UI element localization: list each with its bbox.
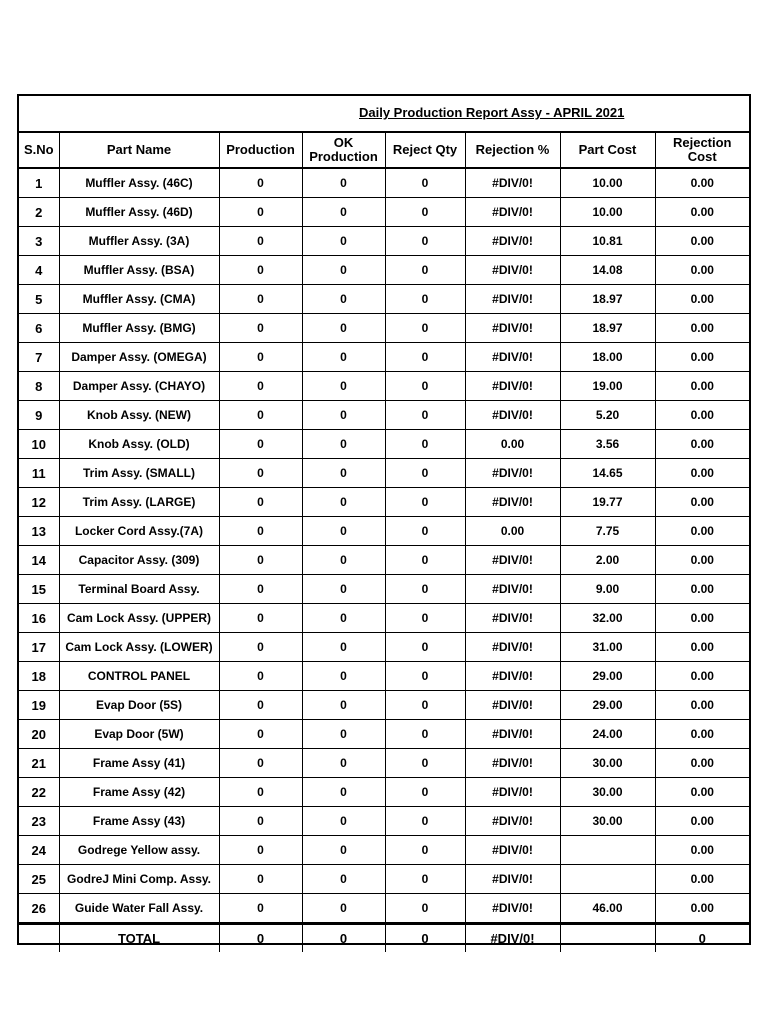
total-part-cost xyxy=(560,924,655,953)
table-row xyxy=(19,662,749,691)
total-sno-cell xyxy=(19,924,59,953)
cell-reject-qty: 0 xyxy=(385,604,465,633)
cell-ok-production: 0 xyxy=(302,720,385,749)
cell-rejection-pct: #DIV/0! xyxy=(465,662,560,691)
cell-ok-production: 0 xyxy=(302,227,385,256)
cell-production: 0 xyxy=(219,546,302,575)
cell-part-cost: 14.08 xyxy=(560,256,655,285)
table-row xyxy=(19,894,749,924)
cell-reject-qty: 0 xyxy=(385,894,465,924)
cell-part-name: Locker Cord Assy.(7A) xyxy=(59,517,219,546)
cell-rejection-cost: 0.00 xyxy=(655,575,749,604)
cell-ok-production: 0 xyxy=(302,836,385,865)
cell-rejection-pct: #DIV/0! xyxy=(465,894,560,924)
col-header-rejection-cost-line2: Cost xyxy=(687,149,717,164)
cell-rejection-pct: #DIV/0! xyxy=(465,546,560,575)
cell-reject-qty: 0 xyxy=(385,314,465,343)
cell-part-cost: 31.00 xyxy=(560,633,655,662)
cell-reject-qty: 0 xyxy=(385,633,465,662)
table-row xyxy=(19,314,749,343)
cell-part-cost: 19.77 xyxy=(560,488,655,517)
cell-sno: 11 xyxy=(19,459,59,488)
cell-sno: 13 xyxy=(19,517,59,546)
table-row xyxy=(19,865,749,894)
cell-part-name: CONTROL PANEL xyxy=(59,662,219,691)
cell-ok-production: 0 xyxy=(302,749,385,778)
cell-part-name: Muffler Assy. (BMG) xyxy=(59,314,219,343)
col-header-rejection-cost xyxy=(655,133,749,168)
cell-rejection-cost: 0.00 xyxy=(655,894,749,924)
cell-part-cost: 10.00 xyxy=(560,168,655,198)
cell-rejection-cost: 0.00 xyxy=(655,372,749,401)
cell-part-name: Damper Assy. (CHAYO) xyxy=(59,372,219,401)
col-header-ok-production-line2: Production xyxy=(309,149,378,164)
cell-rejection-cost: 0.00 xyxy=(655,691,749,720)
cell-ok-production: 0 xyxy=(302,372,385,401)
cell-production: 0 xyxy=(219,227,302,256)
cell-sno: 21 xyxy=(19,749,59,778)
cell-production: 0 xyxy=(219,168,302,198)
cell-ok-production: 0 xyxy=(302,285,385,314)
cell-reject-qty: 0 xyxy=(385,517,465,546)
cell-rejection-cost: 0.00 xyxy=(655,285,749,314)
cell-reject-qty: 0 xyxy=(385,488,465,517)
cell-part-cost: 30.00 xyxy=(560,778,655,807)
cell-part-cost: 32.00 xyxy=(560,604,655,633)
cell-part-cost: 2.00 xyxy=(560,546,655,575)
cell-rejection-cost: 0.00 xyxy=(655,401,749,430)
cell-sno: 4 xyxy=(19,256,59,285)
cell-sno: 23 xyxy=(19,807,59,836)
cell-rejection-pct: #DIV/0! xyxy=(465,488,560,517)
cell-part-cost: 30.00 xyxy=(560,807,655,836)
cell-reject-qty: 0 xyxy=(385,168,465,198)
cell-rejection-pct: #DIV/0! xyxy=(465,691,560,720)
table-row xyxy=(19,749,749,778)
cell-rejection-cost: 0.00 xyxy=(655,778,749,807)
cell-part-cost: 29.00 xyxy=(560,662,655,691)
cell-sno: 25 xyxy=(19,865,59,894)
cell-rejection-cost: 0.00 xyxy=(655,807,749,836)
cell-part-cost: 14.65 xyxy=(560,459,655,488)
cell-sno: 14 xyxy=(19,546,59,575)
table-row xyxy=(19,604,749,633)
table-row xyxy=(19,459,749,488)
cell-production: 0 xyxy=(219,836,302,865)
cell-part-name: Cam Lock Assy. (UPPER) xyxy=(59,604,219,633)
cell-sno: 6 xyxy=(19,314,59,343)
cell-reject-qty: 0 xyxy=(385,343,465,372)
cell-production: 0 xyxy=(219,198,302,227)
cell-ok-production: 0 xyxy=(302,894,385,924)
cell-sno: 8 xyxy=(19,372,59,401)
cell-production: 0 xyxy=(219,807,302,836)
cell-ok-production: 0 xyxy=(302,662,385,691)
cell-ok-production: 0 xyxy=(302,168,385,198)
cell-part-cost: 10.81 xyxy=(560,227,655,256)
cell-rejection-pct: 0.00 xyxy=(465,517,560,546)
cell-part-cost: 30.00 xyxy=(560,749,655,778)
cell-production: 0 xyxy=(219,256,302,285)
cell-rejection-cost: 0.00 xyxy=(655,633,749,662)
cell-ok-production: 0 xyxy=(302,256,385,285)
cell-part-name: GodreJ Mini Comp. Assy. xyxy=(59,865,219,894)
cell-part-cost: 7.75 xyxy=(560,517,655,546)
cell-ok-production: 0 xyxy=(302,807,385,836)
cell-rejection-cost: 0.00 xyxy=(655,662,749,691)
cell-part-name: Capacitor Assy. (309) xyxy=(59,546,219,575)
cell-part-cost: 18.97 xyxy=(560,285,655,314)
cell-reject-qty: 0 xyxy=(385,575,465,604)
cell-sno: 18 xyxy=(19,662,59,691)
cell-part-name: Evap Door (5W) xyxy=(59,720,219,749)
cell-ok-production: 0 xyxy=(302,778,385,807)
col-header-production: Production xyxy=(219,133,302,168)
cell-reject-qty: 0 xyxy=(385,256,465,285)
cell-ok-production: 0 xyxy=(302,488,385,517)
cell-part-cost: 5.20 xyxy=(560,401,655,430)
cell-production: 0 xyxy=(219,894,302,924)
table-row xyxy=(19,836,749,865)
title-row xyxy=(19,96,749,133)
col-header-rejection-cost-line1: Rejection xyxy=(672,135,732,150)
cell-rejection-pct: #DIV/0! xyxy=(465,372,560,401)
cell-sno: 26 xyxy=(19,894,59,924)
col-header-reject-qty: Reject Qty xyxy=(385,133,465,168)
cell-rejection-pct: #DIV/0! xyxy=(465,749,560,778)
cell-sno: 2 xyxy=(19,198,59,227)
cell-sno: 24 xyxy=(19,836,59,865)
cell-reject-qty: 0 xyxy=(385,836,465,865)
cell-rejection-pct: #DIV/0! xyxy=(465,575,560,604)
cell-rejection-cost: 0.00 xyxy=(655,198,749,227)
report-sheet xyxy=(17,94,751,945)
cell-sno: 9 xyxy=(19,401,59,430)
table-row xyxy=(19,401,749,430)
cell-rejection-cost: 0.00 xyxy=(655,314,749,343)
cell-part-cost xyxy=(560,836,655,865)
cell-ok-production: 0 xyxy=(302,604,385,633)
cell-rejection-pct: #DIV/0! xyxy=(465,198,560,227)
cell-production: 0 xyxy=(219,517,302,546)
cell-rejection-pct: #DIV/0! xyxy=(465,778,560,807)
cell-part-name: Godrege Yellow assy. xyxy=(59,836,219,865)
cell-reject-qty: 0 xyxy=(385,546,465,575)
cell-sno: 1 xyxy=(19,168,59,198)
table-row xyxy=(19,372,749,401)
cell-production: 0 xyxy=(219,372,302,401)
total-row xyxy=(19,924,749,953)
cell-rejection-pct: 0.00 xyxy=(465,430,560,459)
cell-sno: 12 xyxy=(19,488,59,517)
table-row xyxy=(19,778,749,807)
cell-production: 0 xyxy=(219,662,302,691)
cell-part-name: Damper Assy. (OMEGA) xyxy=(59,343,219,372)
cell-reject-qty: 0 xyxy=(385,401,465,430)
cell-part-cost: 46.00 xyxy=(560,894,655,924)
cell-reject-qty: 0 xyxy=(385,285,465,314)
table-row xyxy=(19,575,749,604)
col-header-part-name: Part Name xyxy=(59,133,219,168)
cell-rejection-cost: 0.00 xyxy=(655,604,749,633)
col-header-rejection-pct: Rejection % xyxy=(465,133,560,168)
cell-reject-qty: 0 xyxy=(385,749,465,778)
cell-reject-qty: 0 xyxy=(385,807,465,836)
cell-ok-production: 0 xyxy=(302,575,385,604)
cell-ok-production: 0 xyxy=(302,633,385,662)
cell-production: 0 xyxy=(219,778,302,807)
cell-reject-qty: 0 xyxy=(385,198,465,227)
cell-production: 0 xyxy=(219,430,302,459)
cell-part-name: Knob Assy. (OLD) xyxy=(59,430,219,459)
cell-rejection-pct: #DIV/0! xyxy=(465,168,560,198)
total-rejection-cost: 0 xyxy=(655,924,749,953)
cell-rejection-cost: 0.00 xyxy=(655,517,749,546)
table-body xyxy=(19,168,749,924)
cell-rejection-cost: 0.00 xyxy=(655,256,749,285)
cell-part-name: Cam Lock Assy. (LOWER) xyxy=(59,633,219,662)
table-row xyxy=(19,168,749,198)
cell-rejection-pct: #DIV/0! xyxy=(465,227,560,256)
cell-reject-qty: 0 xyxy=(385,662,465,691)
cell-part-name: Trim Assy. (LARGE) xyxy=(59,488,219,517)
cell-part-name: Frame Assy (43) xyxy=(59,807,219,836)
cell-ok-production: 0 xyxy=(302,546,385,575)
production-table xyxy=(19,133,749,952)
cell-rejection-pct: #DIV/0! xyxy=(465,314,560,343)
cell-reject-qty: 0 xyxy=(385,691,465,720)
cell-production: 0 xyxy=(219,720,302,749)
cell-rejection-cost: 0.00 xyxy=(655,488,749,517)
cell-part-name: Evap Door (5S) xyxy=(59,691,219,720)
cell-part-name: Muffler Assy. (BSA) xyxy=(59,256,219,285)
table-row xyxy=(19,430,749,459)
cell-rejection-cost: 0.00 xyxy=(655,343,749,372)
cell-production: 0 xyxy=(219,343,302,372)
cell-ok-production: 0 xyxy=(302,343,385,372)
cell-production: 0 xyxy=(219,401,302,430)
cell-reject-qty: 0 xyxy=(385,227,465,256)
table-row xyxy=(19,488,749,517)
cell-part-cost: 3.56 xyxy=(560,430,655,459)
cell-ok-production: 0 xyxy=(302,459,385,488)
cell-reject-qty: 0 xyxy=(385,459,465,488)
table-row xyxy=(19,633,749,662)
cell-rejection-pct: #DIV/0! xyxy=(465,836,560,865)
cell-rejection-pct: #DIV/0! xyxy=(465,633,560,662)
cell-part-cost: 19.00 xyxy=(560,372,655,401)
col-header-ok-production-line1: OK xyxy=(333,135,354,150)
cell-rejection-pct: #DIV/0! xyxy=(465,865,560,894)
cell-rejection-cost: 0.00 xyxy=(655,168,749,198)
cell-rejection-cost: 0.00 xyxy=(655,836,749,865)
cell-production: 0 xyxy=(219,459,302,488)
table-row xyxy=(19,198,749,227)
cell-part-name: Muffler Assy. (46C) xyxy=(59,168,219,198)
table-row xyxy=(19,691,749,720)
table-row xyxy=(19,227,749,256)
table-row xyxy=(19,517,749,546)
total-reject-qty: 0 xyxy=(385,924,465,953)
cell-rejection-cost: 0.00 xyxy=(655,749,749,778)
cell-ok-production: 0 xyxy=(302,314,385,343)
cell-rejection-cost: 0.00 xyxy=(655,546,749,575)
cell-rejection-pct: #DIV/0! xyxy=(465,807,560,836)
report-title: Daily Production Report Assy - APRIL 2021 xyxy=(359,105,625,120)
cell-production: 0 xyxy=(219,314,302,343)
cell-part-name: Frame Assy (41) xyxy=(59,749,219,778)
cell-production: 0 xyxy=(219,865,302,894)
cell-part-cost: 10.00 xyxy=(560,198,655,227)
cell-part-cost: 24.00 xyxy=(560,720,655,749)
cell-rejection-pct: #DIV/0! xyxy=(465,459,560,488)
cell-ok-production: 0 xyxy=(302,198,385,227)
cell-sno: 15 xyxy=(19,575,59,604)
cell-sno: 16 xyxy=(19,604,59,633)
cell-production: 0 xyxy=(219,633,302,662)
table-row xyxy=(19,720,749,749)
cell-rejection-pct: #DIV/0! xyxy=(465,401,560,430)
cell-part-name: Muffler Assy. (3A) xyxy=(59,227,219,256)
total-rejection-pct: #DIV/0! xyxy=(465,924,560,953)
cell-production: 0 xyxy=(219,575,302,604)
cell-reject-qty: 0 xyxy=(385,372,465,401)
cell-rejection-cost: 0.00 xyxy=(655,430,749,459)
cell-part-name: Muffler Assy. (CMA) xyxy=(59,285,219,314)
cell-sno: 19 xyxy=(19,691,59,720)
col-header-sno: S.No xyxy=(19,133,59,168)
cell-rejection-pct: #DIV/0! xyxy=(465,343,560,372)
total-label: TOTAL xyxy=(59,924,219,953)
cell-reject-qty: 0 xyxy=(385,430,465,459)
cell-part-name: Knob Assy. (NEW) xyxy=(59,401,219,430)
cell-sno: 20 xyxy=(19,720,59,749)
cell-part-cost: 9.00 xyxy=(560,575,655,604)
cell-sno: 3 xyxy=(19,227,59,256)
cell-part-cost xyxy=(560,865,655,894)
cell-production: 0 xyxy=(219,604,302,633)
cell-part-name: Muffler Assy. (46D) xyxy=(59,198,219,227)
table-row xyxy=(19,546,749,575)
table-row xyxy=(19,256,749,285)
cell-rejection-pct: #DIV/0! xyxy=(465,285,560,314)
cell-part-name: Guide Water Fall Assy. xyxy=(59,894,219,924)
cell-sno: 17 xyxy=(19,633,59,662)
cell-part-cost: 29.00 xyxy=(560,691,655,720)
cell-rejection-cost: 0.00 xyxy=(655,865,749,894)
cell-part-name: Frame Assy (42) xyxy=(59,778,219,807)
table-row xyxy=(19,285,749,314)
cell-reject-qty: 0 xyxy=(385,778,465,807)
cell-rejection-pct: #DIV/0! xyxy=(465,256,560,285)
cell-part-cost: 18.00 xyxy=(560,343,655,372)
total-ok-production: 0 xyxy=(302,924,385,953)
cell-ok-production: 0 xyxy=(302,517,385,546)
total-production: 0 xyxy=(219,924,302,953)
cell-part-name: Trim Assy. (SMALL) xyxy=(59,459,219,488)
cell-sno: 5 xyxy=(19,285,59,314)
cell-reject-qty: 0 xyxy=(385,865,465,894)
table-row xyxy=(19,807,749,836)
cell-production: 0 xyxy=(219,749,302,778)
cell-rejection-cost: 0.00 xyxy=(655,459,749,488)
col-header-ok-production xyxy=(302,133,385,168)
cell-part-name: Terminal Board Assy. xyxy=(59,575,219,604)
cell-production: 0 xyxy=(219,488,302,517)
cell-sno: 10 xyxy=(19,430,59,459)
cell-ok-production: 0 xyxy=(302,865,385,894)
cell-ok-production: 0 xyxy=(302,401,385,430)
cell-production: 0 xyxy=(219,285,302,314)
header-row xyxy=(19,133,749,168)
cell-rejection-cost: 0.00 xyxy=(655,720,749,749)
cell-production: 0 xyxy=(219,691,302,720)
cell-rejection-pct: #DIV/0! xyxy=(465,604,560,633)
cell-sno: 22 xyxy=(19,778,59,807)
col-header-part-cost: Part Cost xyxy=(560,133,655,168)
cell-rejection-pct: #DIV/0! xyxy=(465,720,560,749)
cell-reject-qty: 0 xyxy=(385,720,465,749)
cell-ok-production: 0 xyxy=(302,430,385,459)
table-row xyxy=(19,343,749,372)
cell-ok-production: 0 xyxy=(302,691,385,720)
cell-rejection-cost: 0.00 xyxy=(655,227,749,256)
cell-sno: 7 xyxy=(19,343,59,372)
cell-part-cost: 18.97 xyxy=(560,314,655,343)
